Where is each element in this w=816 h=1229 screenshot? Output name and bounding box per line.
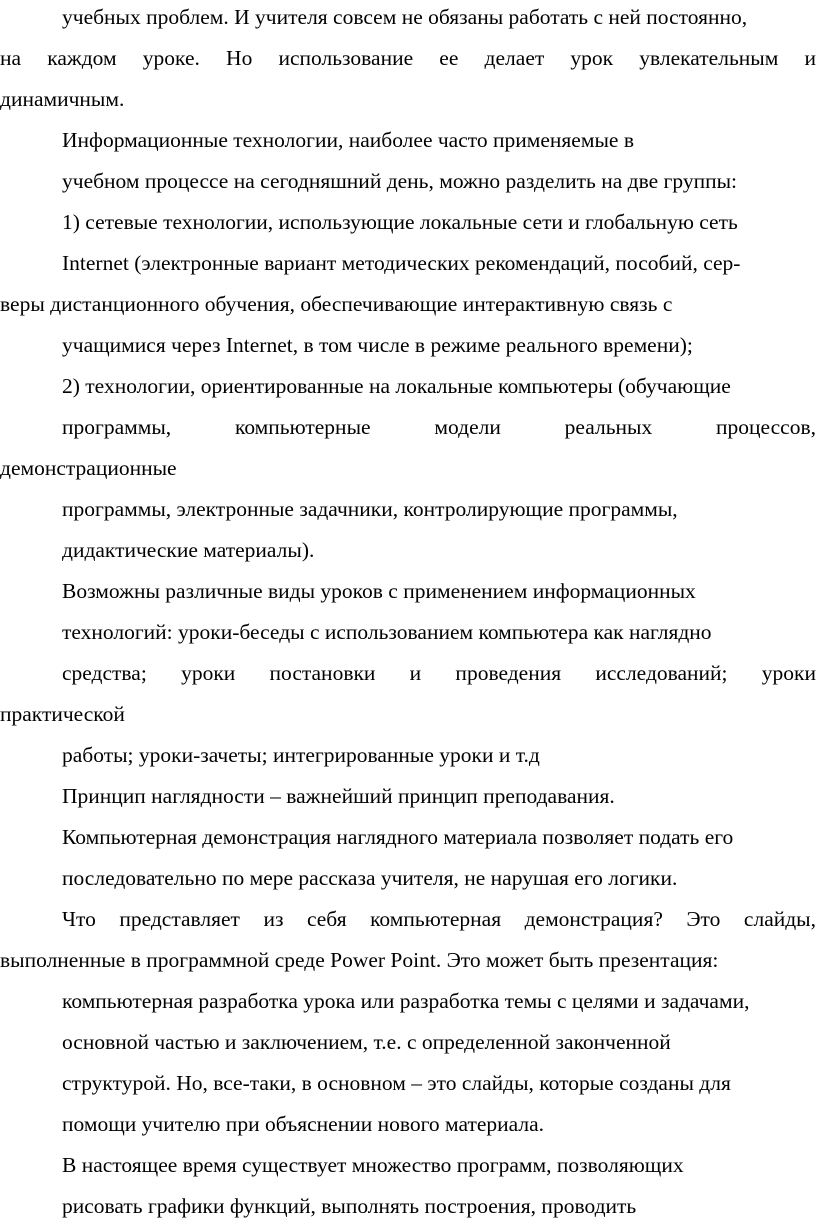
text-line: Что представляет из себя компьютерная демонстрация? Это слайды, bbox=[62, 907, 816, 931]
text-line: последовательно по мере рассказа учителя, не нарушая его логики. bbox=[62, 866, 678, 890]
text-line: 2) технологии, ориентированные на локальные компьютеры (обучающие bbox=[62, 374, 731, 398]
text-line: 1) сетевые технологии, использующие локальные сети и глобальную сеть bbox=[62, 210, 738, 234]
text-line: демонстрационные bbox=[0, 456, 177, 480]
text-line: дидактические материалы). bbox=[62, 538, 315, 562]
text-line: рисовать графики функций, выполнять построения, проводить bbox=[62, 1194, 637, 1218]
text-line: программы, электронные задачники, контролирующие программы, bbox=[62, 497, 678, 521]
text-line: практической bbox=[0, 702, 125, 726]
text-line: основной частью и заключением, т.е. с определенной законченной bbox=[62, 1030, 671, 1054]
text-line: Компьютерная демонстрация наглядного материала позволяет подать его bbox=[62, 825, 734, 849]
text-line: учебных проблем. И учителя совсем не обязаны работать с ней постоянно, bbox=[62, 5, 748, 29]
text-line: технологий: уроки-беседы с использованием компьютера как наглядно bbox=[62, 620, 712, 644]
text-line: Информационные технологии, наиболее часто применяемые в bbox=[62, 128, 634, 152]
text-line: динамичным. bbox=[0, 87, 125, 111]
text-line: Internet (электронные вариант методических рекомендаций, пособий, сер- bbox=[62, 251, 741, 275]
text-line: компьютерная разработка урока или разработка темы с целями и задачами, bbox=[62, 989, 750, 1013]
text-line: программы, компьютерные модели реальных процессов, bbox=[62, 415, 816, 439]
text-line: работы; уроки-зачеты; интегрированные уроки и т.д bbox=[62, 743, 540, 767]
text-line: веры дистанционного обучения, обеспечивающие интерактивную связь с bbox=[0, 292, 673, 316]
text-line: структурой. Но, все-таки, в основном – это слайды, которые созданы для bbox=[62, 1071, 731, 1095]
text-line: учащимися через Internet, в том числе в режиме реального времени); bbox=[62, 333, 693, 357]
text-line: Возможны различные виды уроков с применением информационных bbox=[62, 579, 696, 603]
text-line: Принцип наглядности – важнейший принцип преподавания. bbox=[62, 784, 615, 808]
text-line: учебном процессе на сегодняшний день, можно разделить на две группы: bbox=[62, 169, 738, 193]
text-line: средства; уроки постановки и проведения исследований; уроки bbox=[62, 661, 816, 685]
text-line: В настоящее время существует множество программ, позволяющих bbox=[62, 1153, 684, 1177]
text-line: на каждом уроке. Но использование ее делает урок увлекательным и bbox=[0, 46, 816, 70]
text-line: помощи учителю при объяснении нового материала. bbox=[62, 1112, 545, 1136]
text-line: выполненные в программной среде Power Point. Это может быть презентация: bbox=[0, 948, 719, 972]
